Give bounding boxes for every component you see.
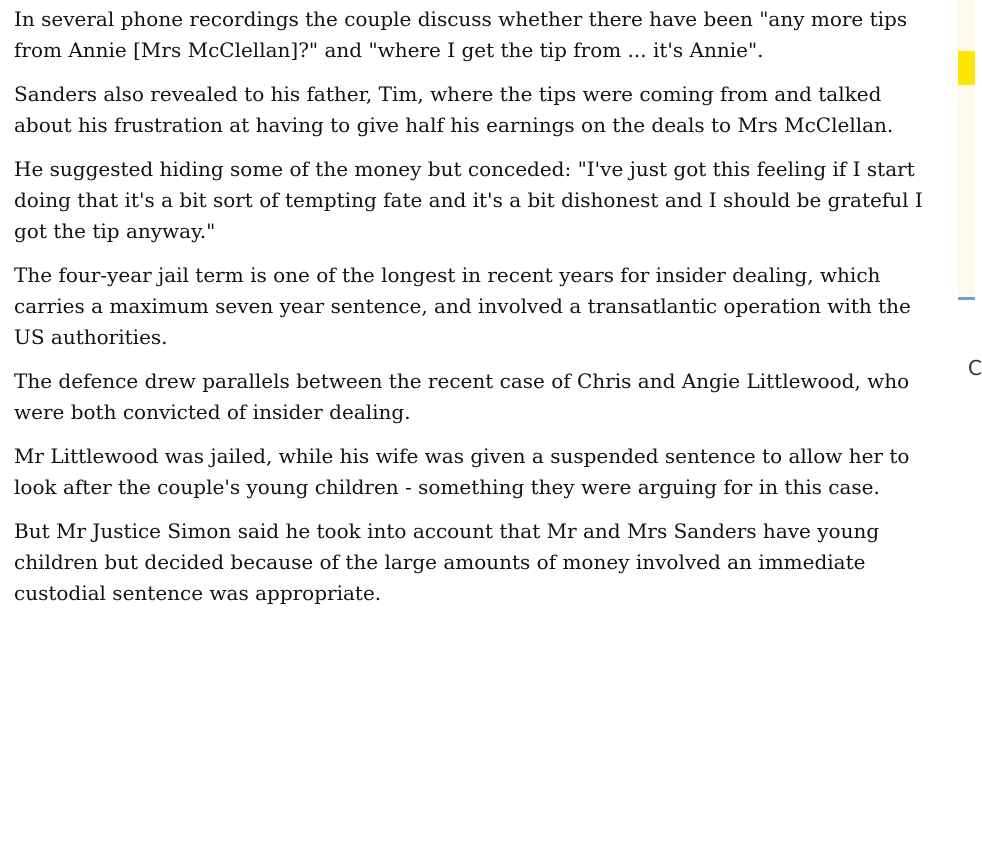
article-paragraph: In several phone recordings the couple discuss whether there have been "any more tips from Annie [Mrs McClellan]?" and "where I get the tip from ... it's Annie". xyxy=(14,7,908,62)
article-paragraph: The defence drew parallels between the recent case of Chris and Angie Littlewood, who were both convicted of insider dealing. xyxy=(14,369,910,424)
article-paragraph: Mr Littlewood was jailed, while his wife was given a suspended sentence to allow her to look after the couple's young children - something they were arguing for in this case. xyxy=(14,444,910,499)
article-paragraph: He suggested hiding some of the money but conceded: "I've just got this feeling if I start doing that it's a bit sort of tempting fate and it's a bit dishonest and I should be grateful I got the tip anyway." xyxy=(14,157,923,243)
side-promo-panel[interactable] xyxy=(958,0,975,297)
side-panel-edge xyxy=(958,0,982,847)
article-paragraph: The four-year jail term is one of the longest in recent years for insider dealing, which carries a maximum seven year sentence, and involved a transatlantic operation with the US authorities. xyxy=(14,263,911,349)
article-paragraph: Sanders also revealed to his father, Tim, where the tips were coming from and talked about his frustration at having to give half his earnings on the deals to Mrs McClellan. xyxy=(14,82,894,137)
article-paragraph: But Mr Justice Simon said he took into account that Mr and Mrs Sanders have young children but decided because of the large amounts of money involved an immediate custodial sentence was appropriate. xyxy=(14,519,880,605)
side-cut-off-text: C xyxy=(968,356,982,380)
promo-highlight-bar xyxy=(958,51,975,85)
promo-divider xyxy=(958,297,975,300)
article-body xyxy=(14,0,939,622)
